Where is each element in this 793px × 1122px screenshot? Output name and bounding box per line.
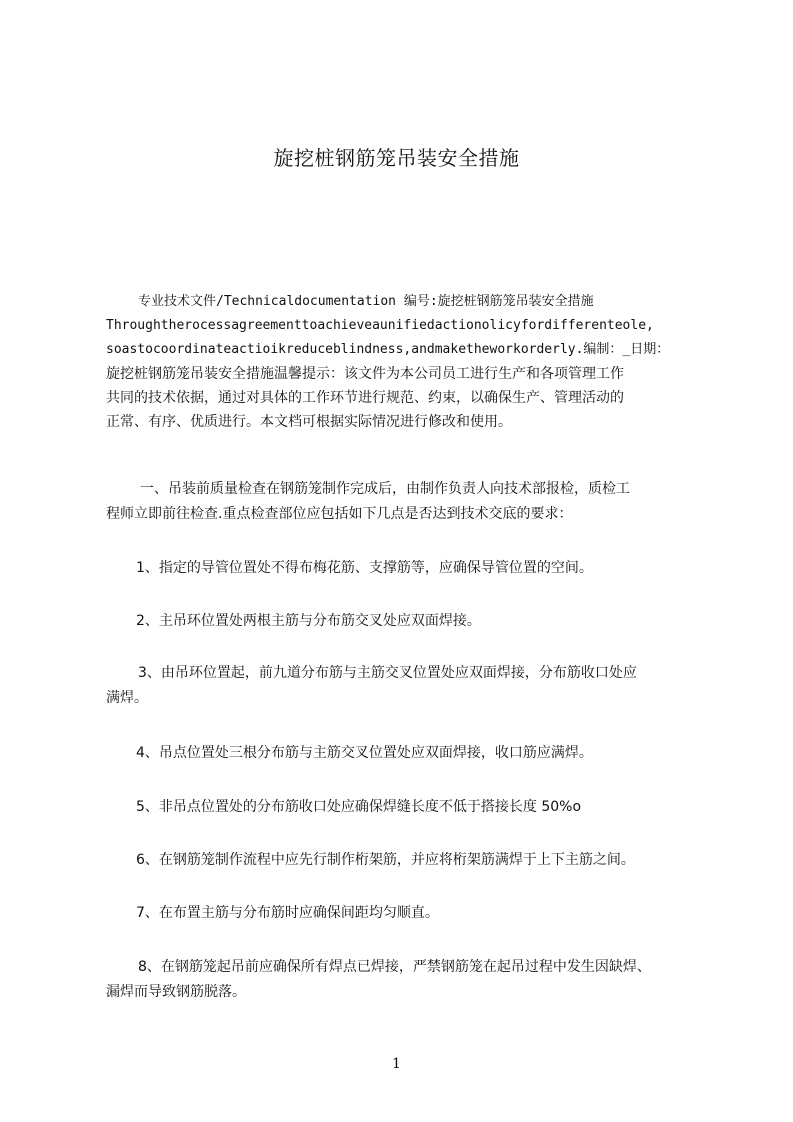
document-title: 旋挖桩钢筋笼吊装安全措施 bbox=[273, 146, 520, 170]
paragraph-line: 程师立即前往检查.重点检查部位应包括如下几点是否达到技术交底的要求： bbox=[106, 506, 573, 522]
item-line: 5、非吊点位置处的分布筋收口处应确保焊缝长度不低于搭接长度 50%o bbox=[136, 799, 582, 815]
item-line: 2、主吊环位置处两根主筋与分布筋交叉处应双面焊接。 bbox=[136, 613, 481, 629]
item-line: 1、指定的导管位置处不得布梅花筋、支撑筋等，应确保导管位置的空间。 bbox=[136, 560, 593, 576]
intro-line: soastocoordinateactioikreduceblindness,andmaketheworkorderly.编制：_日期： bbox=[106, 342, 670, 357]
page-number: 1 bbox=[392, 1056, 401, 1072]
list-item bbox=[106, 795, 710, 820]
list-item bbox=[106, 955, 710, 1005]
list-item bbox=[106, 661, 710, 711]
list-item bbox=[106, 848, 710, 873]
list-item bbox=[106, 556, 710, 581]
intro-line: Throughtherocessagreementtoachieveaunifiedactionolicyfordifferenteole, bbox=[106, 318, 654, 333]
item-line: 满焊。 bbox=[106, 690, 148, 706]
intro-line: 旋挖桩钢筋笼吊装安全措施温馨提示：该文件为本公司员工进行生产和各项管理工作 bbox=[106, 366, 624, 382]
list-item bbox=[106, 741, 710, 766]
item-line: 漏焊而导致钢筋脱落。 bbox=[106, 984, 246, 1000]
item-line: 8、在钢筋笼起吊前应确保所有焊点已焊接，严禁钢筋笼在起吊过程中发生因缺焊、 bbox=[138, 959, 651, 975]
item-line: 6、在钢筋笼制作流程中应先行制作桁架筋，并应将桁架筋满焊于上下主筋之间。 bbox=[136, 852, 635, 868]
item-line: 3、由吊环位置起，前九道分布筋与主筋交叉位置处应双面焊接，分布筋收口处应 bbox=[138, 665, 637, 681]
item-line: 7、在布置主筋与分布筋时应确保间距均匀顺直。 bbox=[136, 905, 439, 921]
intro-line: 专业技术文件/Technicaldocumentation 编号:旋挖桩钢筋笼吊装安全措施 bbox=[138, 294, 594, 309]
list-item bbox=[106, 609, 710, 634]
list-item bbox=[106, 901, 710, 926]
item-line: 4、吊点位置处三根分布筋与主筋交叉位置处应双面焊接，收口筋应满焊。 bbox=[136, 745, 593, 761]
intro-block bbox=[106, 290, 706, 434]
section-heading-paragraph bbox=[106, 477, 710, 527]
intro-line: 共同的技术依据，通过对具体的工作环节进行规范、约束，以确保生产、管理活动的 bbox=[106, 390, 624, 406]
paragraph-line: 一、吊装前质量检查在钢筋笼制作完成后，由制作负责人向技术部报检，质检工 bbox=[140, 481, 630, 497]
intro-line: 正常、有序、优质进行。本文档可根据实际情况进行修改和使用。 bbox=[106, 414, 512, 430]
